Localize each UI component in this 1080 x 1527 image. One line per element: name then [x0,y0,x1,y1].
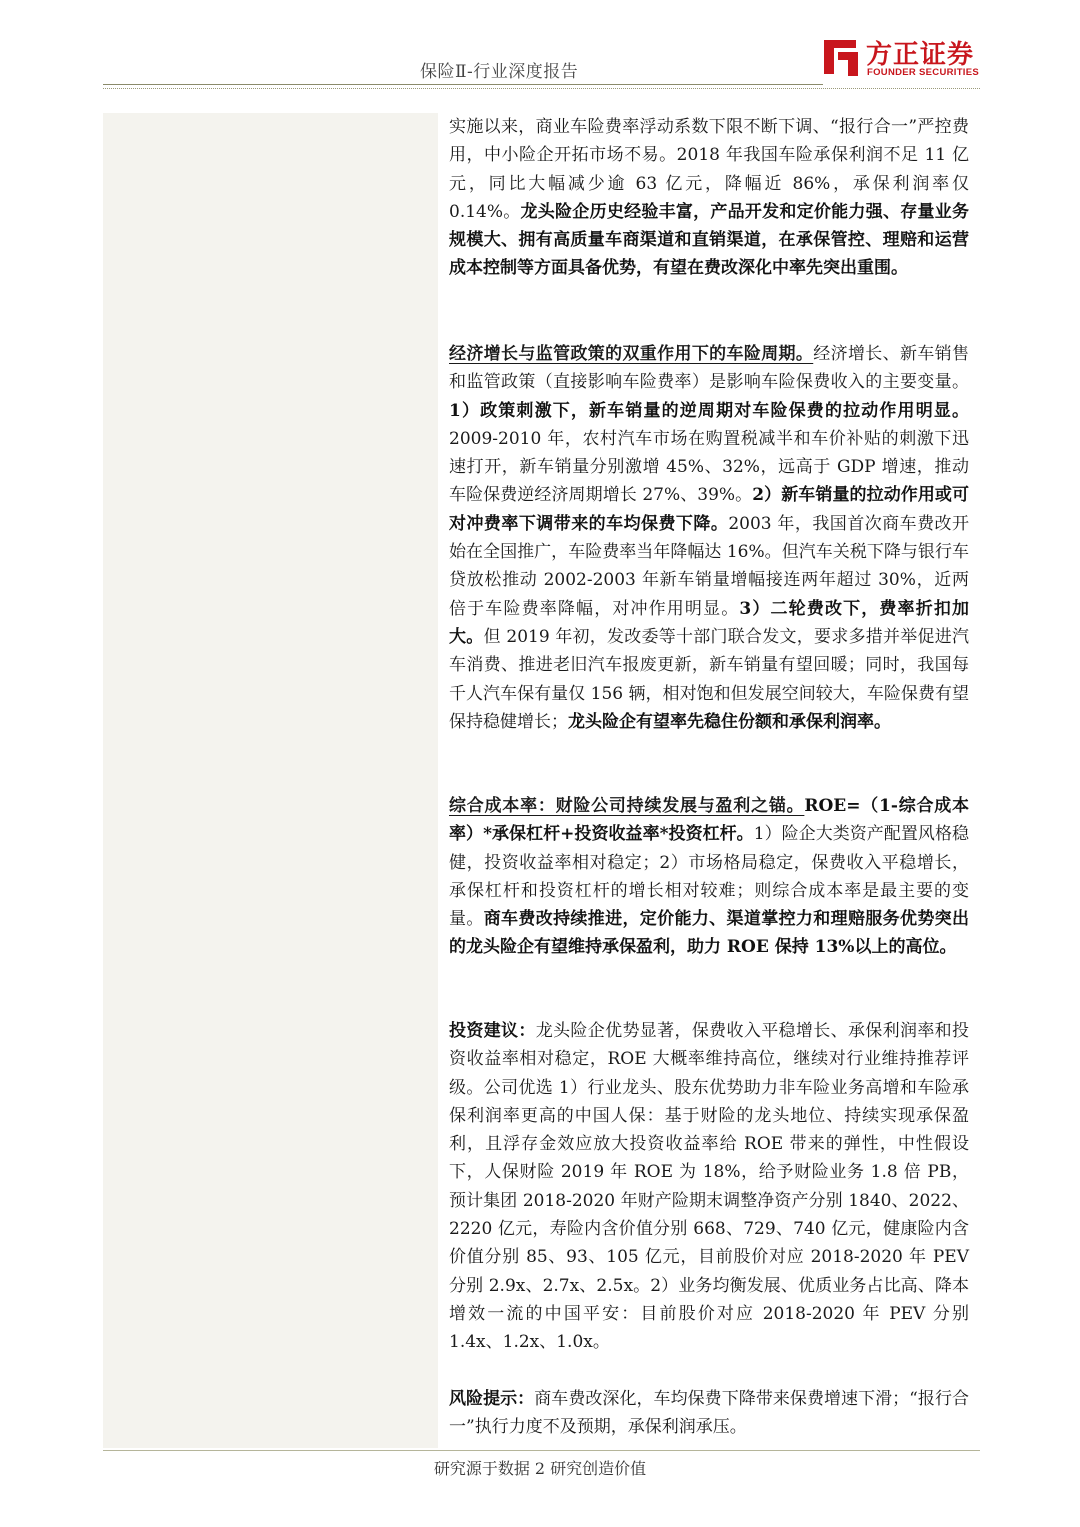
bold-span: 1）政策刺激下，新车销量的逆周期对车险保费的拉动作用明显。 [449,400,969,421]
text-span: 2009-2010 年，农村汽车市场在购置税减半和车价补贴的刺激下迅速打开，新车销量分别激增 45%、32%，远高于 GDP 增速，推动车险保费逆经济周期增长 27%、39%。 [449,428,969,506]
text-span: 1）险企大类资产配置风格稳健，投资收益率相对稳定；2）市场格局稳定，保费收入平稳增长，承保杠杆和投资杠杆的增长相对较难；则综合成本率是最主要的变量。 [449,824,969,930]
section-heading: 经济增长与监管政策的双重作用下的车险周期。 [449,344,814,364]
founder-securities-logo [820,34,990,82]
bold-span: 2）新车销量的拉动作用或可对冲费率下调带来的车均保费下降。 [449,485,969,534]
paragraph-market-pressure [449,113,969,283]
bold-span: 商车费改持续推进，定价能力、渠道掌控力和理赔服务优势突出的龙头险企有望维持承保盈利，助力 ROE 保持 13%以上的高位。 [449,909,970,958]
bold-span: 龙头险企有望率先稳住份额和承保利润率。 [568,711,891,732]
header-dotted-divider [103,88,980,89]
bold-span: ROE=（1-综合成本率）*承保杠杆+投资收益率*投资杠杆。 [449,796,970,845]
text-span: 但 2019 年初，发改委等十部门联合发文，要求多措并举促进汽车消费、推进老旧汽车报废更新，新车销量有望回暖；同时，我国每千人汽车保有量仅 156 辆，相对饱和但发展空间较大，车险保费有望保持稳健增长； [449,626,969,732]
left-sidebar-panel [103,113,438,1448]
section-heading: 投资建议： [449,1021,536,1041]
section-heading: 综合成本率：财险公司持续发展与盈利之锚。 [449,796,805,816]
page-footer: 研究源于数据 2 研究创造价值 [433,1459,647,1478]
footer-divider [103,1450,980,1451]
text-span: 商车费改深化，车均保费下降带来保费增速下滑；“报行合一”执行力度不及预期，承保利润承压。 [449,1389,969,1438]
text-span: 经济增长、新车销售和监管政策（直接影响车险费率）是影响车险保费收入的主要变量。 [449,344,970,393]
bold-span: 龙头险企历史经验丰富，产品开发和定价能力强、存量业务规模大、拥有高质量车商渠道和直销渠道，在承保管控、理赔和运营成本控制等方面具备优势，有望在费改深化中率先突出重围。 [449,201,969,279]
text-span: 实施以来，商业车险费率浮动系数下限不断下调、“报行合一”严控费用，中小险企开拓市场不易。2018 年我国车险承保利润不足 11 亿元，同比大幅减少逾 63 亿元，降幅近 86%，承保利润率仅 0.14%。 [449,117,969,222]
paragraph-auto-cycle [449,340,969,736]
paragraph-combined-ratio [449,792,969,962]
header-divider [103,84,823,85]
logo-name: 方正证券 [866,40,975,70]
logo-subtitle: FOUNDER SECURITIES [867,67,980,78]
report-title: 保险Ⅱ-行业深度报告 [420,62,579,82]
paragraph-investment-advice [449,1017,969,1357]
text-span: 龙头险企优势显著，保费收入平稳增长、承保利润率和投资收益率相对稳定，ROE 大概率维持高位，继续对行业维持推荐评级。公司优选 1）行业龙头、股东优势助力非车险业务高增和车险承保利润率更高的中国人保：基于财险的龙头地位、持续实现承保盈利，且浮存金效应放大投资收益率给 ROE 带来的弹性，中性假设下，人保财险 2019 年 ROE 为 18%，给予财险业务 1.8 倍 PB，预计集团 2018-2020 年财产险期末调整净资产分别 1840、2022、2220 亿元，寿险内含价值分别 668、729、740 亿元，健康险内含价值分别 85、93、105 亿元，目前股价对应 2018-2020 年 PEV 分别 2.9x、2.7x、2.5x。2）业务均衡发展、优质业务占比高、降本增效一流的中国平安：目前股价对应 2018-2020 年 PEV 分别 1.4x、1.2x、1.0x。 [449,1021,970,1353]
paragraph-risk-warning [449,1385,969,1442]
section-heading: 风险提示： [449,1389,535,1409]
logo-mark-icon [820,34,862,80]
bold-span: 3）二轮费改下，费率折扣加大。 [449,598,970,647]
text-span: 2003 年，我国首次商车费改开始在全国推广，车险费率当年降幅达 16%。但汽车关税下降与银行车贷放松推动 2002-2003 年新车销量增幅接连两年超过 30%，近两倍于车险费率降幅，对冲作用明显。 [449,513,970,619]
